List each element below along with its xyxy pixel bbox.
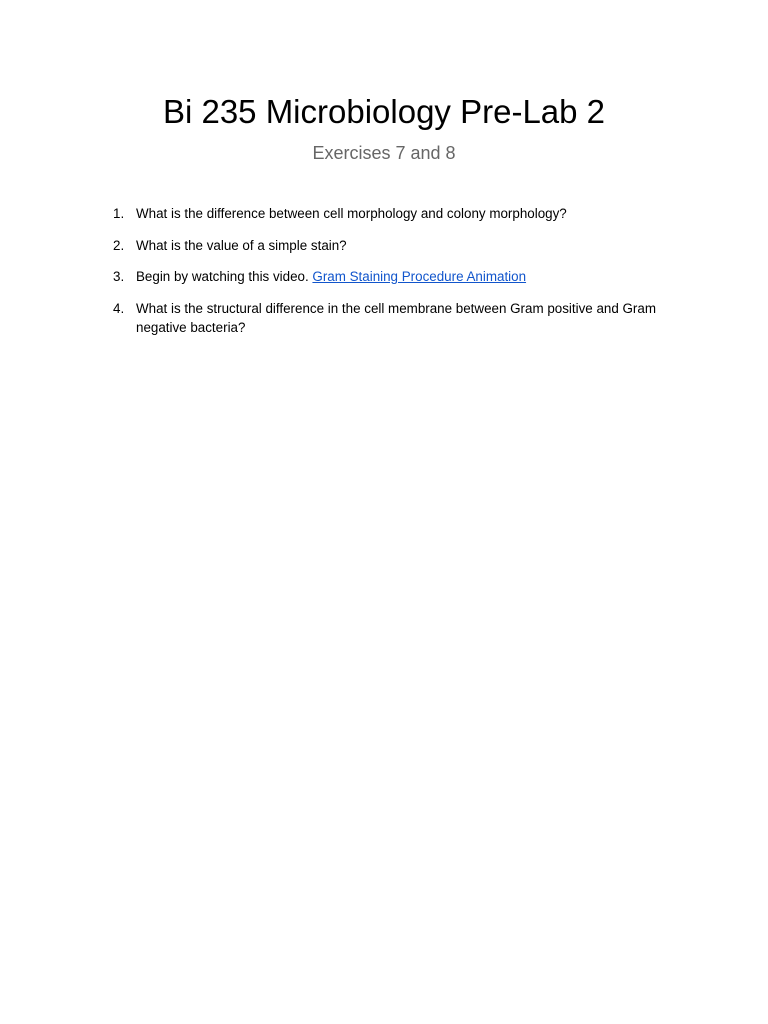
question-item: [108, 267, 688, 286]
question-item: [108, 299, 688, 337]
question-item: [108, 236, 688, 255]
question-list: [108, 204, 688, 349]
question-text: What is the value of a simple stain?: [136, 237, 347, 253]
document-title: Bi 235 Microbiology Pre-Lab 2: [162, 93, 606, 130]
question-text: Begin by watching this video.: [136, 269, 313, 284]
question-number: 3.: [113, 269, 125, 284]
question-text: What is the structural difference in the cell membrane between Gram positive and Gram negative bacteria?: [136, 300, 656, 335]
question-item: [108, 204, 688, 223]
question-number: 1.: [113, 206, 125, 221]
video-link[interactable]: Gram Staining Procedure Animation: [312, 269, 527, 284]
question-text: What is the difference between cell morphology and colony morphology?: [136, 206, 567, 221]
question-number: 2.: [113, 237, 125, 253]
question-number: 4.: [113, 300, 125, 316]
document-subtitle: Exercises 7 and 8: [312, 143, 456, 163]
